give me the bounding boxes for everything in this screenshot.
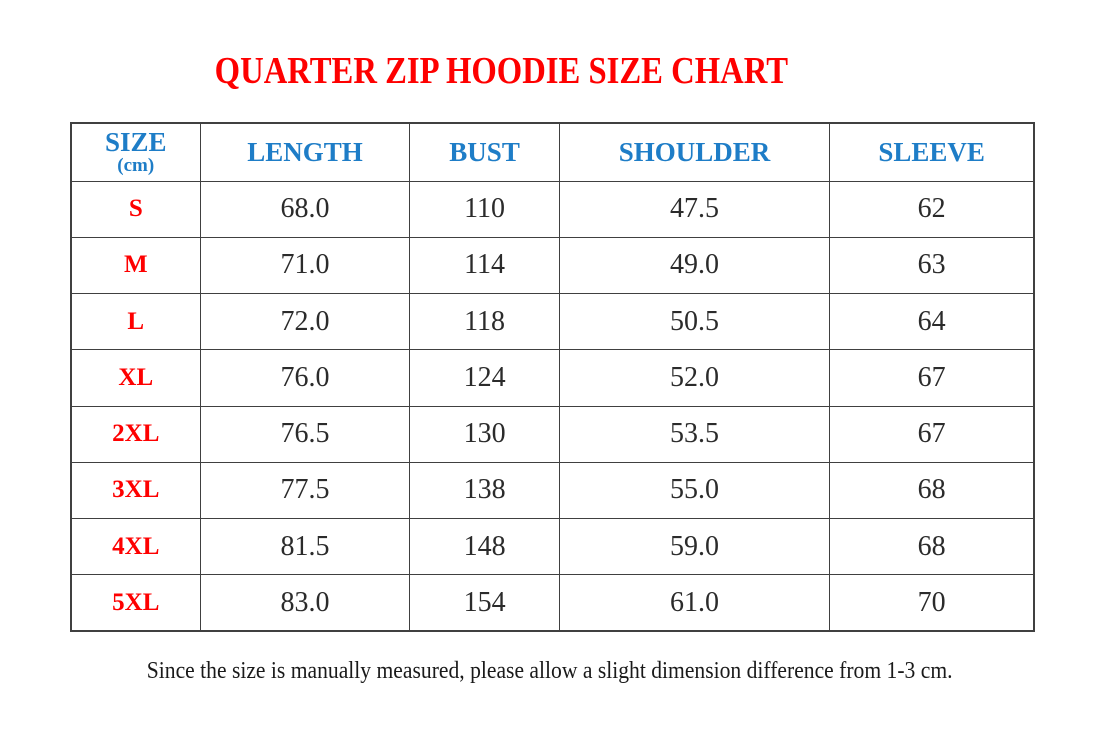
header-length: LENGTH bbox=[200, 123, 410, 181]
cell-shoulder: 61.0 bbox=[559, 575, 830, 631]
cell-bust: 130 bbox=[410, 406, 559, 462]
cell-bust: 118 bbox=[410, 294, 559, 350]
page-title bbox=[0, 52, 1100, 90]
cell-length: 72.0 bbox=[200, 294, 410, 350]
table-row bbox=[71, 462, 1034, 518]
table-row bbox=[71, 575, 1034, 631]
cell-sleeve: 68 bbox=[830, 519, 1034, 575]
table-row bbox=[71, 181, 1034, 237]
cell-size: XL bbox=[71, 350, 200, 406]
cell-length: 76.5 bbox=[200, 406, 410, 462]
cell-size: L bbox=[71, 294, 200, 350]
table-row bbox=[71, 350, 1034, 406]
header-size bbox=[71, 123, 200, 181]
cell-size: 5XL bbox=[71, 575, 200, 631]
cell-size: 3XL bbox=[71, 462, 200, 518]
cell-size: M bbox=[71, 237, 200, 293]
header-shoulder: SHOULDER bbox=[559, 123, 830, 181]
cell-bust: 114 bbox=[410, 237, 559, 293]
cell-sleeve: 64 bbox=[830, 294, 1034, 350]
footnote bbox=[0, 657, 1100, 686]
cell-sleeve: 67 bbox=[830, 406, 1034, 462]
cell-bust: 148 bbox=[410, 519, 559, 575]
cell-size: 4XL bbox=[71, 519, 200, 575]
header-size-label: SIZE bbox=[104, 126, 167, 157]
cell-length: 68.0 bbox=[200, 181, 410, 237]
table-row bbox=[71, 406, 1034, 462]
cell-shoulder: 52.0 bbox=[559, 350, 830, 406]
cell-length: 81.5 bbox=[200, 519, 410, 575]
cell-shoulder: 49.0 bbox=[559, 237, 830, 293]
cell-length: 76.0 bbox=[200, 350, 410, 406]
cell-size: 2XL bbox=[71, 406, 200, 462]
table-row bbox=[71, 519, 1034, 575]
header-row bbox=[71, 123, 1034, 181]
table-row bbox=[71, 294, 1034, 350]
cell-bust: 154 bbox=[410, 575, 559, 631]
cell-length: 71.0 bbox=[200, 237, 410, 293]
footnote-text: Since the size is manually measured, please allow a slight dimension difference from 1-3 cm. bbox=[147, 658, 953, 684]
cell-bust: 110 bbox=[410, 181, 559, 237]
page-title-text: QUARTER ZIP HOODIE SIZE CHART bbox=[214, 50, 788, 92]
cell-sleeve: 62 bbox=[830, 181, 1034, 237]
cell-shoulder: 50.5 bbox=[559, 294, 830, 350]
cell-length: 83.0 bbox=[200, 575, 410, 631]
cell-shoulder: 55.0 bbox=[559, 462, 830, 518]
cell-shoulder: 59.0 bbox=[559, 519, 830, 575]
cell-sleeve: 70 bbox=[830, 575, 1034, 631]
cell-length: 77.5 bbox=[200, 462, 410, 518]
cell-sleeve: 63 bbox=[830, 237, 1034, 293]
cell-bust: 138 bbox=[410, 462, 559, 518]
cell-shoulder: 47.5 bbox=[559, 181, 830, 237]
cell-size: S bbox=[71, 181, 200, 237]
header-bust: BUST bbox=[410, 123, 559, 181]
cell-shoulder: 53.5 bbox=[559, 406, 830, 462]
cell-sleeve: 68 bbox=[830, 462, 1034, 518]
header-sleeve: SLEEVE bbox=[830, 123, 1034, 181]
table-row bbox=[71, 237, 1034, 293]
cell-bust: 124 bbox=[410, 350, 559, 406]
header-size-unit: (cm) bbox=[117, 154, 155, 176]
size-chart-table bbox=[70, 122, 1035, 632]
cell-sleeve: 67 bbox=[830, 350, 1034, 406]
